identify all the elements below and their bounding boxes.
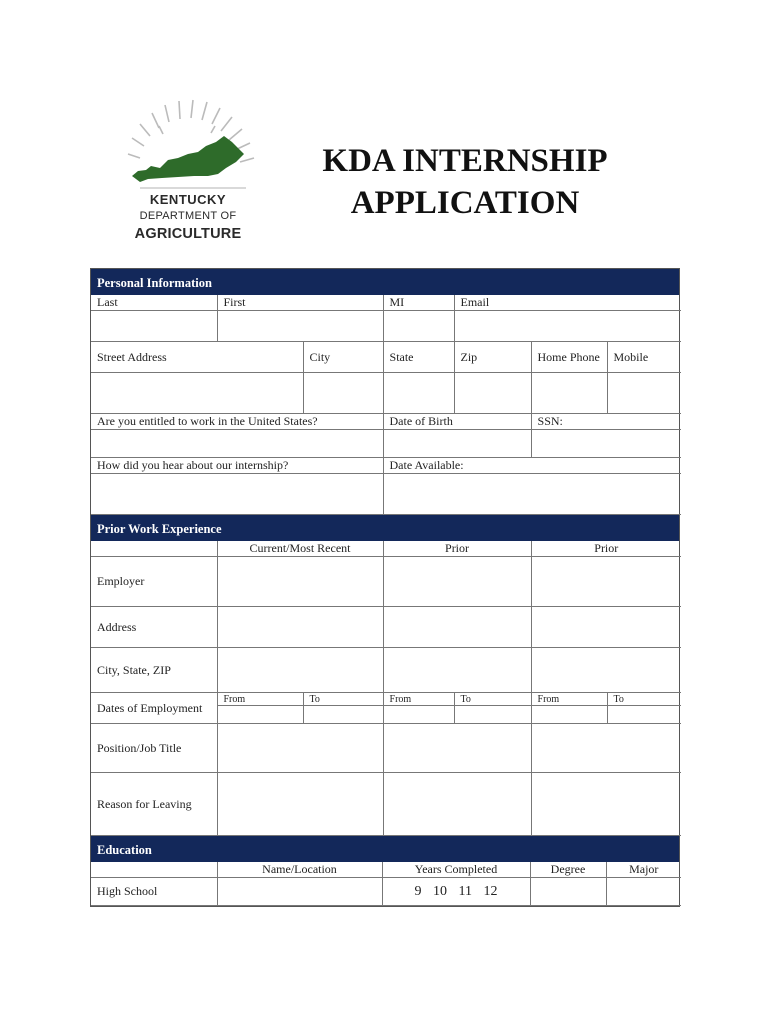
label-ssn: SSN:	[531, 414, 681, 430]
label-reason-for-leaving: Reason for Leaving	[91, 773, 217, 836]
high-school-name-field[interactable]	[217, 878, 382, 906]
label-mobile: Mobile	[607, 342, 681, 373]
zip-field[interactable]	[454, 373, 531, 414]
label-last: Last	[91, 295, 217, 311]
mobile-field[interactable]	[607, 373, 681, 414]
label-date-of-birth: Date of Birth	[383, 414, 531, 430]
col-prior-1: Prior	[383, 541, 531, 557]
mi-field[interactable]	[383, 311, 454, 342]
label-city-state-zip: City, State, ZIP	[91, 648, 217, 693]
label-first: First	[217, 295, 383, 311]
label-to-2: To	[454, 693, 531, 706]
first-name-field[interactable]	[217, 311, 383, 342]
position-field-2[interactable]	[383, 724, 531, 773]
logo-agriculture-text: AGRICULTURE	[134, 226, 242, 242]
label-mi: MI	[383, 295, 454, 311]
high-school-major-field[interactable]	[606, 878, 681, 906]
to-date-field-1[interactable]	[303, 706, 383, 724]
col-name-location: Name/Location	[217, 862, 382, 878]
street-address-field[interactable]	[91, 373, 303, 414]
label-from-2: From	[383, 693, 454, 706]
address-field-1[interactable]	[217, 607, 383, 648]
address-field-3[interactable]	[531, 607, 681, 648]
address-field-2[interactable]	[383, 607, 531, 648]
label-zip: Zip	[454, 342, 531, 373]
personal-info-table	[91, 295, 681, 515]
work-eligibility-field[interactable]	[91, 430, 383, 458]
kda-logo-graphic	[118, 96, 268, 246]
page-title	[300, 140, 630, 224]
label-work-eligibility: Are you entitled to work in the United States?	[91, 414, 383, 430]
last-name-field[interactable]	[91, 311, 217, 342]
to-date-field-2[interactable]	[454, 706, 531, 724]
city-state-zip-field-2[interactable]	[383, 648, 531, 693]
state-field[interactable]	[383, 373, 454, 414]
label-from-1: From	[217, 693, 303, 706]
section-header-work: Prior Work Experience	[91, 515, 679, 541]
ssn-field[interactable]	[531, 430, 681, 458]
employer-field-3[interactable]	[531, 557, 681, 607]
col-prior-2: Prior	[531, 541, 681, 557]
logo-department-text: DEPARTMENT OF	[139, 210, 237, 222]
to-date-field-3[interactable]	[607, 706, 681, 724]
label-city: City	[303, 342, 383, 373]
high-school-degree-field[interactable]	[530, 878, 606, 906]
label-dates-of-employment: Dates of Employment	[91, 693, 217, 724]
col-major: Major	[606, 862, 681, 878]
label-high-school: High School	[91, 878, 217, 906]
home-phone-field[interactable]	[531, 373, 607, 414]
title-line-2: APPLICATION	[350, 185, 580, 221]
label-position-title: Position/Job Title	[91, 724, 217, 773]
label-from-3: From	[531, 693, 607, 706]
title-line-1: KDA INTERNSHIP	[322, 143, 608, 179]
education-corner-cell	[91, 862, 217, 878]
position-field-3[interactable]	[531, 724, 681, 773]
label-date-available: Date Available:	[383, 458, 681, 474]
col-years-completed: Years Completed	[382, 862, 530, 878]
education-table	[91, 862, 681, 906]
date-of-birth-field[interactable]	[383, 430, 531, 458]
label-street-address: Street Address	[91, 342, 303, 373]
city-state-zip-field-1[interactable]	[217, 648, 383, 693]
label-state: State	[383, 342, 454, 373]
work-experience-table	[91, 541, 681, 836]
employer-field-2[interactable]	[383, 557, 531, 607]
reason-field-2[interactable]	[383, 773, 531, 836]
col-current-most-recent: Current/Most Recent	[217, 541, 383, 557]
label-referral-source: How did you hear about our internship?	[91, 458, 383, 474]
city-state-zip-field-3[interactable]	[531, 648, 681, 693]
section-header-personal: Personal Information	[91, 269, 679, 295]
high-school-years-options[interactable]: 9 10 11 12	[382, 878, 530, 906]
label-address: Address	[91, 607, 217, 648]
from-date-field-3[interactable]	[531, 706, 607, 724]
application-form	[90, 268, 680, 907]
label-to-3: To	[607, 693, 681, 706]
label-to-1: To	[303, 693, 383, 706]
from-date-field-2[interactable]	[383, 706, 454, 724]
section-header-education: Education	[91, 836, 679, 862]
position-field-1[interactable]	[217, 724, 383, 773]
col-degree: Degree	[530, 862, 606, 878]
work-corner-cell	[91, 541, 217, 557]
referral-source-field[interactable]	[91, 474, 383, 515]
email-field[interactable]	[454, 311, 681, 342]
reason-field-1[interactable]	[217, 773, 383, 836]
from-date-field-1[interactable]	[217, 706, 303, 724]
reason-field-3[interactable]	[531, 773, 681, 836]
employer-field-1[interactable]	[217, 557, 383, 607]
label-home-phone: Home Phone	[531, 342, 607, 373]
kentucky-state-shape	[132, 136, 244, 182]
date-available-field[interactable]	[383, 474, 681, 515]
city-field[interactable]	[303, 373, 383, 414]
label-employer: Employer	[91, 557, 217, 607]
logo-kentucky-text: KENTUCKY	[149, 192, 227, 207]
label-email: Email	[454, 295, 681, 311]
